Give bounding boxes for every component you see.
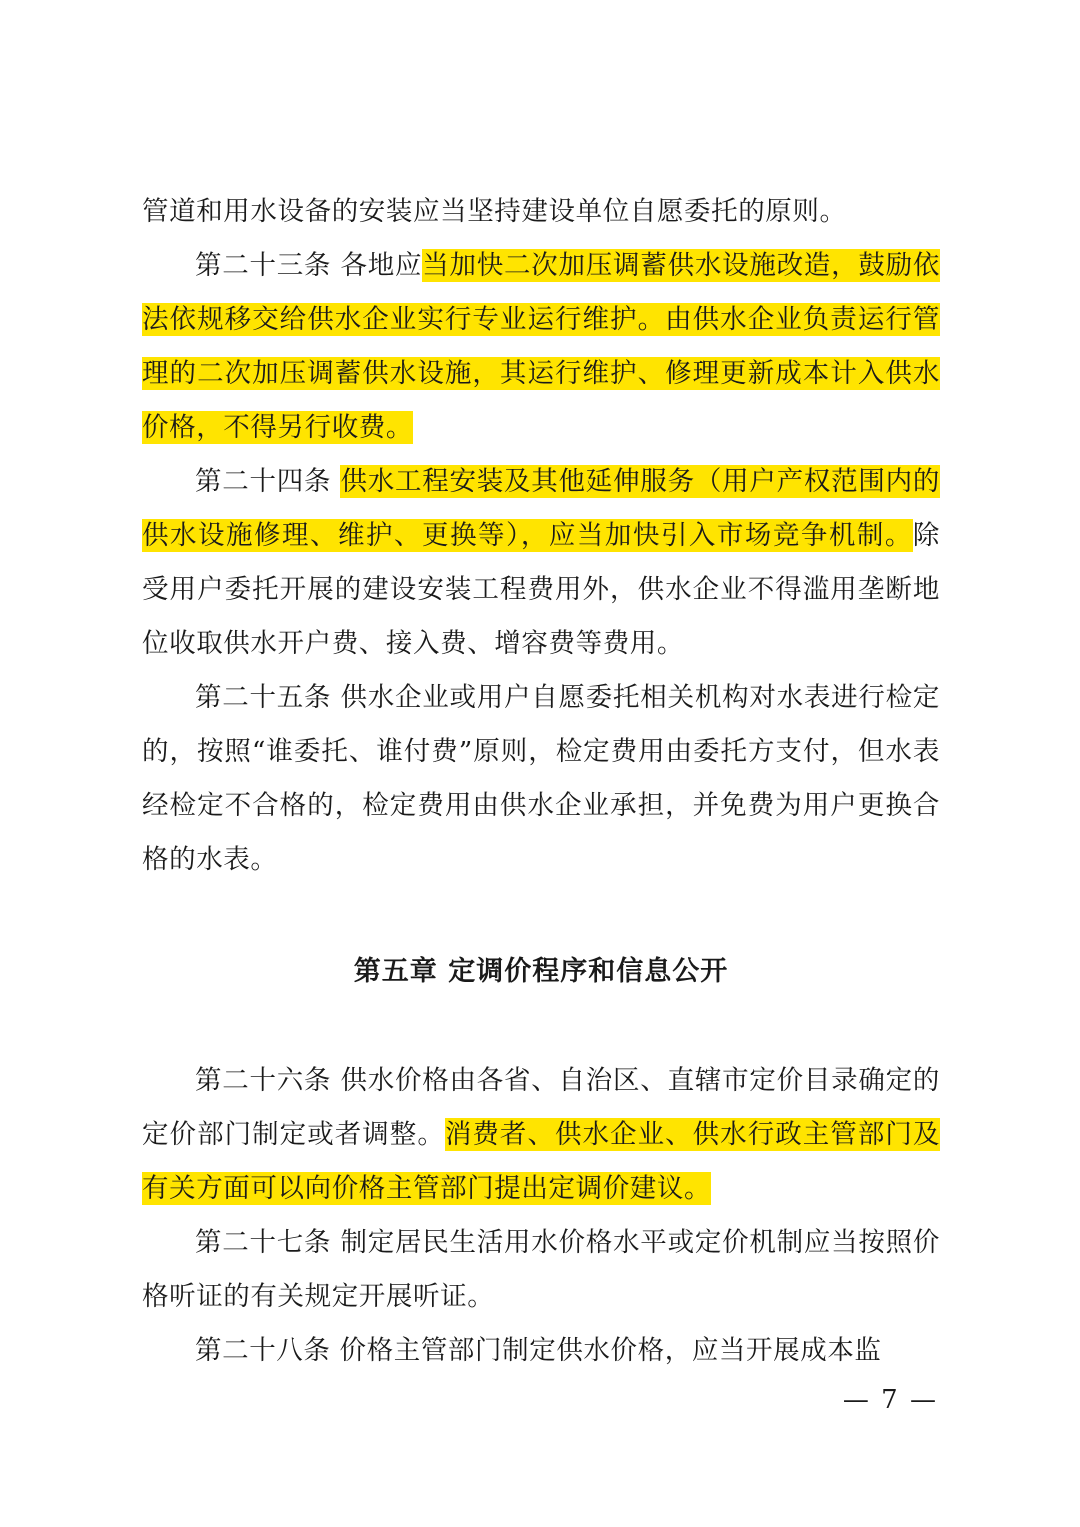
article-24	[142, 455, 940, 671]
body-text: 第二十八条 价格主管部门制定供水价格，应当开展成本监	[195, 1335, 882, 1366]
chapter-heading: 第五章 定调价程序和信息公开	[353, 956, 729, 987]
body-text: 除受用户委托开展的建设安装工程费用外，供水企业不得滥用垄断地位收取供水开户费、接入费、增容费等费用。	[142, 520, 940, 659]
spacer	[142, 988, 940, 1054]
article-23	[142, 239, 940, 455]
highlighted-text: 当加快二次加压调蓄供水设施改造，鼓励依法依规移交给供水企业实行专业运行维护。由供水企业负责运行管理的二次加压调蓄供水设施，其运行维护、修理更新成本计入供水价格，不得另行收费。	[142, 250, 940, 443]
body-text: 第二十七条 制定居民生活用水价格水平或定价机制应当按照价格听证的有关规定开展听证。	[142, 1227, 940, 1312]
body-text: 第二十五条 供水企业或用户自愿委托相关机构对水表进行检定的，按照“谁委托、谁付费”原则，检定费用由委托方支付，但水表经检定不合格的，检定费用由供水企业承担，并免费为用户更换合格的水表。	[142, 682, 940, 875]
paragraph-block-bottom	[142, 1054, 940, 1378]
page-number: — 7 —	[842, 1385, 938, 1415]
highlighted-text: 供水工程安装及其他延伸服务（用户产权范围内的供水设施修理、维护、更换等），应当加快引入市场竞争机制。	[142, 466, 941, 551]
p-continuation	[142, 185, 940, 239]
paragraph-block-top	[142, 185, 940, 887]
spacer	[142, 887, 940, 949]
body-text: 第二十四条	[195, 466, 341, 497]
article-26	[142, 1054, 940, 1216]
article-25	[142, 671, 940, 887]
article-28	[142, 1324, 940, 1378]
article-27	[142, 1216, 940, 1324]
highlighted-text: 消费者、供水企业、供水行政主管部门及有关方面可以向价格主管部门提出定调价建议。	[142, 1119, 940, 1204]
body-text: 第二十三条 各地应	[195, 250, 423, 281]
body-text: 管道和用水设备的安装应当坚持建设单位自愿委托的原则。	[142, 196, 847, 227]
body-text: 第二十六条 供水价格由各省、自治区、直辖市定价目录确定的定价部门制定或者调整。	[142, 1065, 940, 1150]
